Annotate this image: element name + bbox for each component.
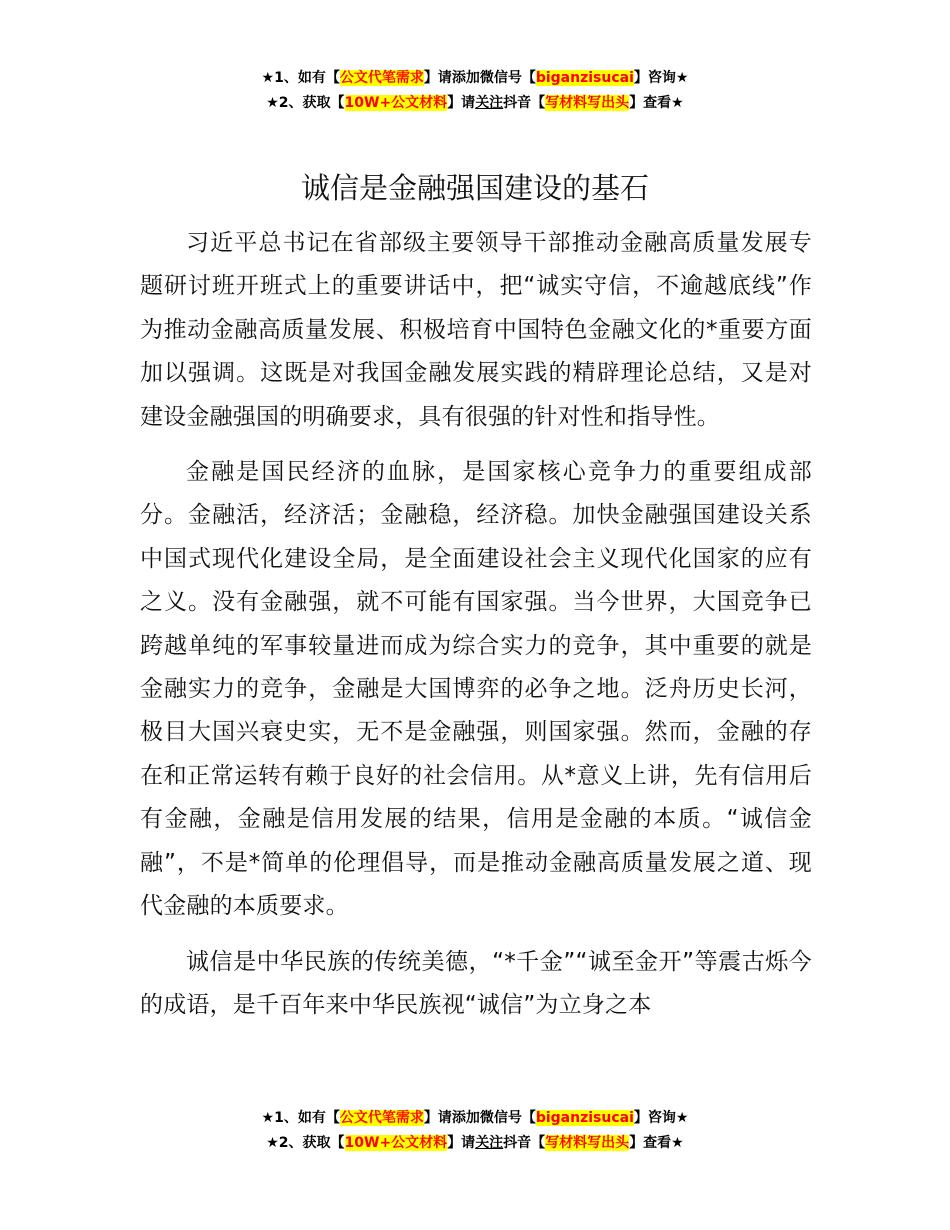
promo-text: 】咨询★	[633, 70, 689, 86]
footer-promo-banner	[0, 1106, 950, 1156]
paragraph-2: 金融是国民经济的血脉，是国家核心竞争力的重要组成部分。金融活，经济活；金融稳，经济稳。加快金融强国建设关系中国式现代化建设全局，是全面建设社会主义现代化国家的应有之义。没有金融强，就不可能有国家强。当今世界，大国竞争已跨越单纯的军事较量进而成为综合实力的竞争，其中重要的就是金融实力的竞争，金融是大国博弈的必争之地。泛舟历史长河，极目大国兴衰史实，无不是金融强，则国家强。然而，金融的存在和正常运转有赖于良好的社会信用。从*意义上讲，先有信用后有金融，金融是信用发展的结果，信用是金融的本质。“诚信金融”，不是*简单的伦理倡导，而是推动金融高质量发展之道、现代金融的本质要求。	[140, 459, 812, 920]
promo-text: 】查看★	[629, 1135, 684, 1151]
promo-text: ★1、如有【	[261, 1110, 340, 1126]
promo-highlight: 10W+公文材料	[344, 95, 448, 111]
header-promo-banner	[0, 66, 950, 116]
paragraph-3: 诚信是中华民族的传统美德，“*千金”“诚至金开”等震古烁今的成语，是千百年来中华民族视“诚信”为立身之本	[140, 948, 812, 1018]
promo-text: ★2、获取【	[266, 1135, 345, 1151]
wechat-id-highlight: biganzisucai	[535, 1110, 634, 1126]
douyin-account-highlight: 写材料写出头	[545, 95, 630, 111]
promo-text: 】请添加微信号【	[423, 1110, 536, 1126]
document-title: 诚信是金融强国建设的基石	[300, 171, 649, 205]
promo-underlined-text: 关注	[475, 95, 504, 111]
promo-text: ★2、获取【	[266, 95, 345, 111]
douyin-account-highlight: 写材料写出头	[545, 1135, 630, 1151]
promo-underlined-text: 关注	[475, 1135, 504, 1151]
promo-text: 】请	[447, 1135, 476, 1151]
promo-line-1	[0, 66, 950, 91]
promo-text: ★1、如有【	[261, 70, 340, 86]
promo-text: 】咨询★	[633, 1110, 689, 1126]
promo-text: 】请	[447, 95, 476, 111]
promo-text: 】查看★	[629, 95, 684, 111]
promo-line-2	[0, 1131, 950, 1156]
promo-text: 抖音【	[503, 1135, 546, 1151]
promo-text: 】请添加微信号【	[423, 70, 536, 86]
promo-text: 抖音【	[503, 95, 546, 111]
promo-highlight: 公文代笔需求	[339, 70, 424, 86]
promo-highlight: 公文代笔需求	[339, 1110, 424, 1126]
document-body	[140, 222, 812, 1039]
wechat-id-highlight: biganzisucai	[535, 70, 634, 86]
paragraph-1: 习近平总书记在省部级主要领导干部推动金融高质量发展专题研讨班开班式上的重要讲话中，把“诚实守信，不逾越底线”作为推动金融高质量发展、积极培育中国特色金融文化的*重要方面加以强调。这既是对我国金融发展实践的精辟理论总结，又是对建设金融强国的明确要求，具有很强的针对性和指导性。	[140, 230, 812, 430]
promo-line-2	[0, 91, 950, 116]
promo-highlight: 10W+公文材料	[344, 1135, 448, 1151]
promo-line-1	[0, 1106, 950, 1131]
